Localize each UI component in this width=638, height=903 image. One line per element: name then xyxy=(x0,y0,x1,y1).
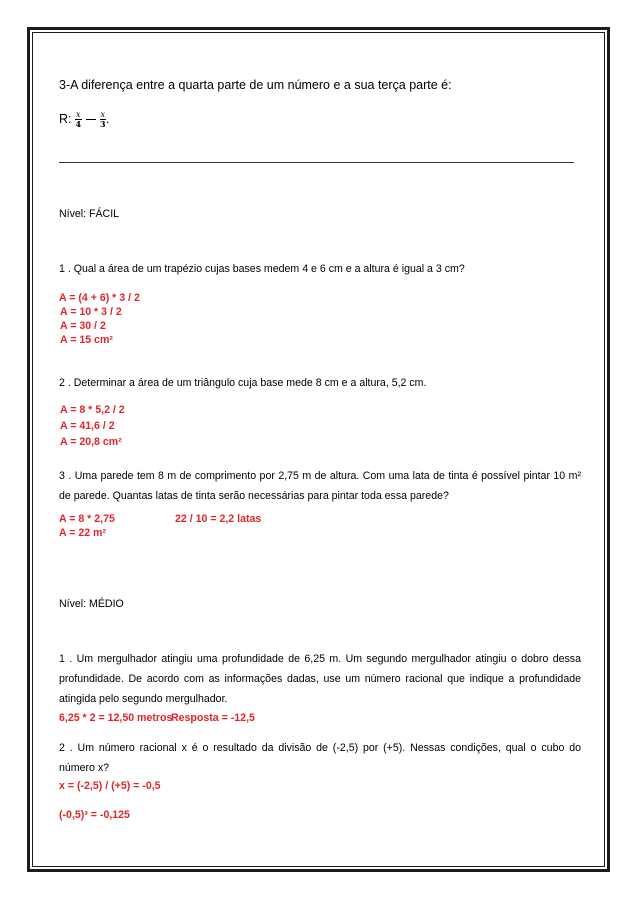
fraction-2-numerator: x xyxy=(100,110,106,119)
medio-q2-answer-x: x = (-2,5) / (+5) = -0,5 xyxy=(59,780,161,792)
horizontal-rule xyxy=(59,162,574,163)
answer-prefix: R: xyxy=(59,111,72,126)
fraction-1-numerator: x xyxy=(75,110,81,119)
answer-r xyxy=(59,110,110,129)
facil-q3-answer-area: A = 8 * 2,75 xyxy=(59,513,115,525)
facil-q2-text: 2 . Determinar a área de um triângulo cuja base mede 8 cm e a altura, 5,2 cm. xyxy=(59,377,427,389)
level-medio: Nível: MÉDIO xyxy=(59,598,124,610)
facil-q1-answer-line: A = (4 + 6) * 3 / 2 xyxy=(59,292,140,304)
question-3-text: 3-A diferença entre a quarta parte de um número e a sua terça parte é: xyxy=(59,78,452,92)
facil-q1-answer-line: A = 15 cm² xyxy=(60,334,113,346)
facil-q2-answer-line: A = 41,6 / 2 xyxy=(60,420,115,432)
medio-q1-answer-result: Resposta = -12,5 xyxy=(171,712,255,724)
facil-q3-answer-total: A = 22 m² xyxy=(59,527,107,539)
level-facil: Nível: FÁCIL xyxy=(59,208,120,220)
minus-sign xyxy=(86,119,96,120)
medio-q2-text: 2 . Um número racional x é o resultado da divisão de (-2,5) por (+5). Nessas condições, qual o cubo do número x? xyxy=(59,742,581,774)
facil-q3-text: 3 . Uma parede tem 8 m de comprimento por 2,75 m de altura. Com uma lata de tinta é possível pintar 10 m² de parede. Quantas latas de tinta serão necessárias para pintar toda essa parede? xyxy=(59,470,581,502)
facil-q1-answer-line: A = 30 / 2 xyxy=(60,320,106,332)
facil-q1-answer-line: A = 10 * 3 / 2 xyxy=(60,306,122,318)
medio-q1-text: 1 . Um mergulhador atingiu uma profundidade de 6,25 m. Um segundo mergulhador atingiu o dobro dessa profundidade. De acordo com as informações dadas, use um número racional que indique a profundidade atingida pelo segundo mergulhador. xyxy=(59,653,581,705)
facil-q2-answer-line: A = 20,8 cm² xyxy=(60,436,122,448)
medio-q2-answer-cube: (-0,5)³ = -0,125 xyxy=(59,809,130,821)
facil-q1-text: 1 . Qual a área de um trapézio cujas bases medem 4 e 6 cm e a altura é igual a 3 cm? xyxy=(59,263,465,275)
fraction-x-over-4 xyxy=(75,110,82,129)
medio-q1-answer-calc: 6,25 * 2 = 12,50 metros xyxy=(59,712,173,724)
fraction-1-denominator: 4 xyxy=(75,119,82,129)
fraction-2-denominator: 3 xyxy=(99,119,106,129)
answer-suffix: . xyxy=(106,111,110,126)
facil-q2-answer-line: A = 8 * 5,2 / 2 xyxy=(60,404,125,416)
facil-q3-answer-latas: 22 / 10 = 2,2 latas xyxy=(175,513,262,525)
